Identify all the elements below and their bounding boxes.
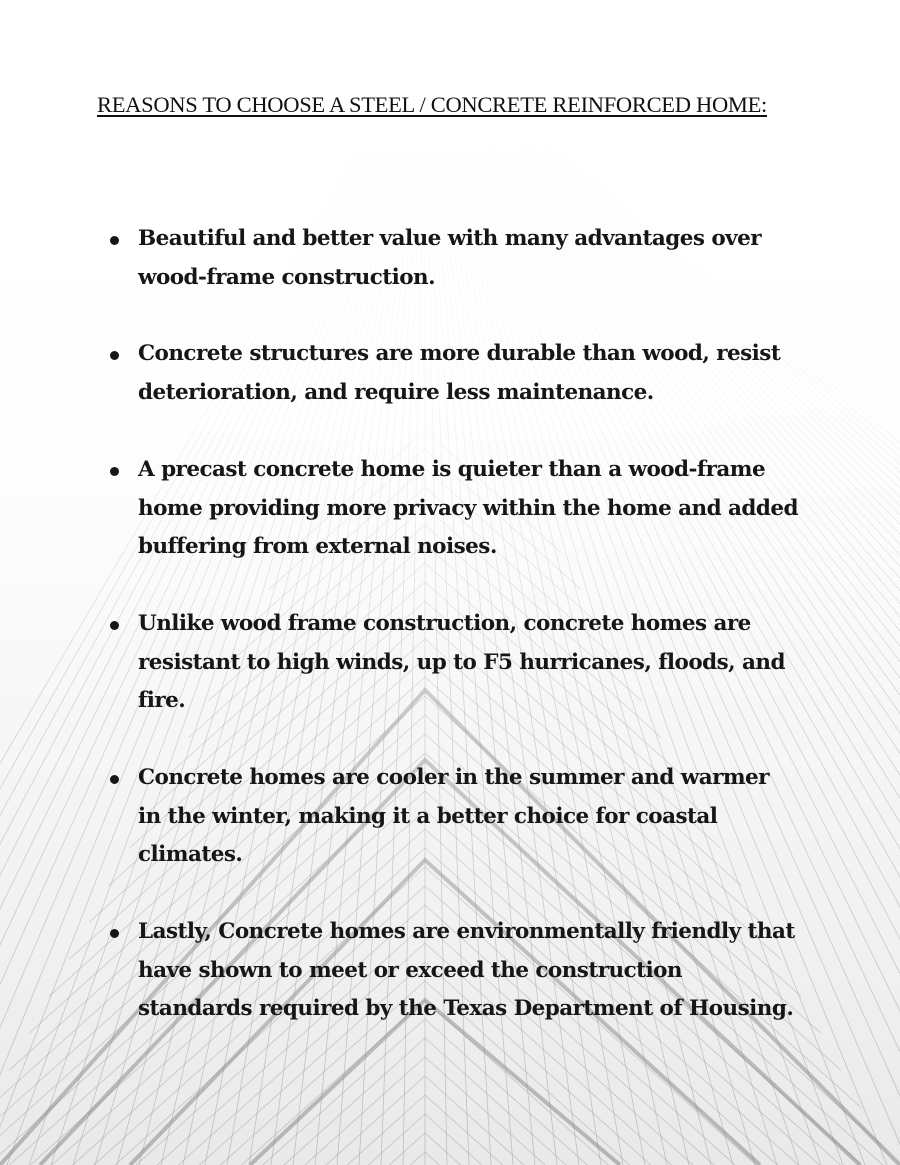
list-item	[108, 451, 798, 567]
list-item-text: Unlike wood frame construction, concrete homes are resistant to high winds, up to F5 hurricanes, floods, and fire.	[138, 611, 785, 714]
list-item-text: Beautiful and better value with many advantages over wood-frame construction.	[138, 226, 762, 290]
list-item	[108, 335, 798, 412]
bullet-icon	[110, 621, 119, 630]
list-item-text: Lastly, Concrete homes are environmentally friendly that have shown to meet or exceed the construction standards required by the Texas Department of Housing.	[138, 919, 795, 1022]
list-item	[108, 220, 798, 297]
list-item-text: Concrete structures are more durable than wood, resist deterioration, and require less maintenance.	[138, 341, 781, 406]
bullet-icon	[110, 775, 119, 784]
page-title: REASONS TO CHOOSE A STEEL / CONCRETE REINFORCED HOME:	[97, 92, 767, 117]
bullet-icon	[110, 467, 119, 476]
list-item	[108, 913, 798, 1029]
bullet-icon	[110, 351, 119, 360]
list-item	[108, 759, 798, 875]
list-item-text: A precast concrete home is quieter than a wood-frame home providing more privacy within the home and added buffering from external noises.	[138, 456, 798, 560]
bullet-icon	[110, 236, 119, 245]
reasons-list	[108, 220, 798, 1067]
list-item	[108, 605, 798, 721]
bullet-icon	[110, 929, 119, 938]
list-item-text: Concrete homes are cooler in the summer and warmer in the winter, making it a better choice for coastal climates.	[138, 765, 769, 868]
